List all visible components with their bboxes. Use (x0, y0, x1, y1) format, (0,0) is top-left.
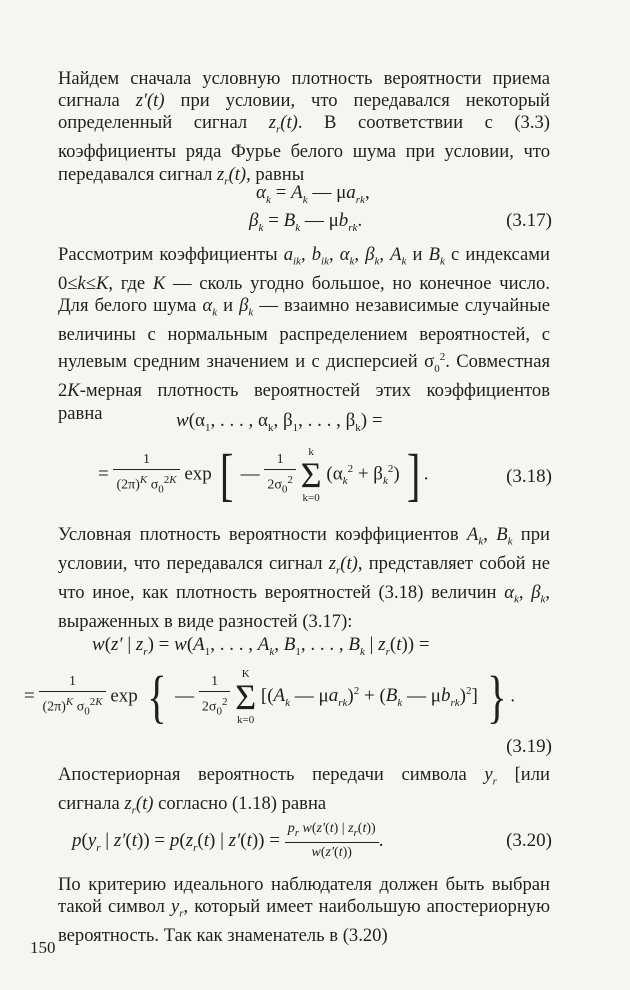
equation-3-19-line-1: w(z′ | $z_r) = w(A_1$, . . . , $A_k$, $B_1$, . . . , $B_k$ | $z_r(t)$) = (92, 634, 430, 658)
equation-3-19-line-2: = $\frac{1}{(2\pi)^K \sigma_0^{2K}}$ exp { — $\frac{1}{2\sigma_0^2}$ K Σ k=0 [($A_k$ — $\mu a_{rk})^2 + (B_k$ — $\mu b_{rk})^2$] } . (24, 664, 516, 729)
equation-3-18-line-2: = $\frac{1}{(2\pi)^K \sigma_0^{2K}}$ exp [ — $\frac{1}{2\sigma_0^2}$ k Σ k=0 $(\alpha_k^2 + \beta_k^2)$ ] . (98, 442, 429, 507)
equation-3-20: $p(y_r$ | $z'(t)) = p(z_r(t)$ | z′(t)) = $\frac{p_r w(z'(t) | z_r(t))}{w(z'(t))}$ . (72, 821, 384, 860)
paragraph-5: По критерию идеального наблюдателя должен быть выбран такой символ $y_r$, который имеет наибольшую апостериорную вероятность. Так как знаменатель в (3.20) (58, 874, 550, 947)
equation-3-18-line-1: $w(\alpha_1$, . . . , $\alpha_k$, $\beta_1$, . . . , $\beta_k$) = (176, 410, 383, 434)
equation-number-3-19: (3.19) (506, 736, 552, 757)
paragraph-3: Условная плотность вероятности коэффициентов $A_k$, $B_k$ при условии, что передавался сигнал $z_r(t)$, представляет собой не что иное, как плотность вероятностей (3.18) величин $\alpha_k$, $\beta_k$, выраженных в виде разностей (3.17): (58, 524, 550, 632)
equation-number-3-18: (3.18) (506, 466, 552, 487)
paragraph-2: Рассмотрим коэффициенты $a_{ik}$, $b_{ik}$, $\alpha_k$, $\beta_k$, $A_k$ и $B_k$ с индексами 0≤k≤K, где K — сколь угодно большое, но конечное число. Для белого шума $\alpha_k$ и $\beta_k$ — взаимно независимые случайные величины с нормальным распределением вероятностей, с нулевым средним значением и с дисперсией $\sigma_0^2$. Совместная 2K-мерная плотность вероятностей этих коэффициентов равна (58, 244, 551, 424)
paragraph-1: Найдем сначала условную плотность вероятности приема сигнала z′(t) при условии, что передавался некоторый определенный сигнал $z_r(t)$. В соответствии с (3.3) коэффициенты ряда Фурье белого шума при условии, что передавался сигнал $z_r(t)$, равны (58, 68, 550, 188)
page-number: 150 (30, 938, 56, 957)
equation-number-3-17: (3.17) (506, 210, 552, 231)
equation-3-17-line-2: $\beta_k = B_k$ — $\mu b_{rk}$. (249, 210, 363, 234)
paragraph-4: Апостериорная вероятность передачи символа $y_r$ [или сигнала $z_r(t)$ согласно (1.18) равна (58, 764, 550, 817)
equation-3-17-line-1: $\alpha_k = A_k$ — $\mu a_{rk}$, (256, 182, 370, 206)
equation-number-3-20: (3.20) (506, 830, 552, 851)
